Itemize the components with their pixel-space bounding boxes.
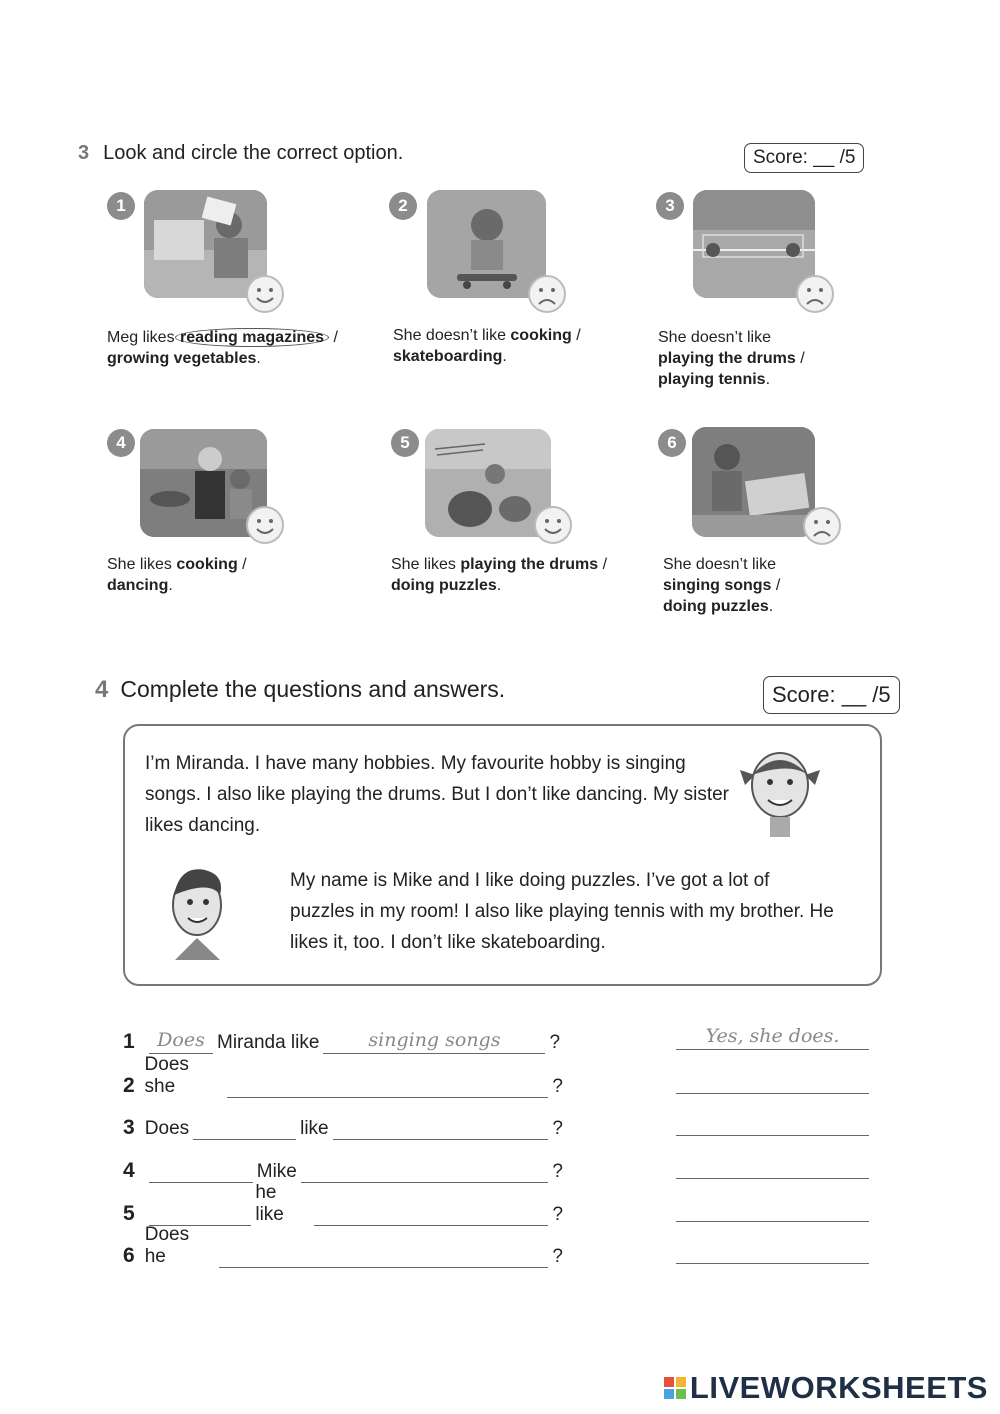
option[interactable]: singing songs [663, 577, 772, 594]
option[interactable]: playing the drums [658, 350, 796, 367]
option[interactable]: growing vegetables [107, 350, 257, 367]
short-answer-blank[interactable] [676, 1153, 869, 1179]
short-answer-blank[interactable]: Yes, she does. [676, 1024, 869, 1050]
option[interactable]: doing puzzles [391, 577, 497, 594]
option[interactable]: playing the drums [460, 556, 599, 573]
answer-blank[interactable] [314, 1200, 549, 1226]
item-number-badge: 4 [107, 429, 135, 457]
option[interactable]: doing puzzles [663, 598, 769, 615]
exercise-number: 3 [78, 142, 90, 164]
sad-face-icon [802, 506, 842, 546]
happy-face-icon [245, 274, 285, 314]
miranda-paragraph: I’m Miranda. I have many hobbies. My favourite hobby is singing songs. I also like playing the drums. But I don’t like dancing. My sister likes dancing. [145, 753, 729, 836]
exercise-title: Look and circle the correct option. [103, 142, 404, 164]
item-caption: She doesn’t like singing songs / doing puzzles. [663, 556, 781, 615]
item-number-badge: 1 [107, 192, 135, 220]
short-answer-blank[interactable] [676, 1110, 869, 1136]
item-number-badge: 2 [389, 192, 417, 220]
question-row-3: 3 Does like ? [123, 1116, 563, 1139]
sad-face-icon [527, 274, 567, 314]
exercise-4-header [95, 676, 505, 704]
answer-blank[interactable] [219, 1242, 549, 1268]
exercise-number: 4 [95, 676, 109, 703]
happy-face-icon [533, 505, 573, 545]
logo-mark-icon [664, 1377, 686, 1399]
option[interactable]: playing tennis [658, 371, 766, 388]
short-answer-blank[interactable] [676, 1196, 869, 1222]
item-number-badge: 3 [656, 192, 684, 220]
answer-blank[interactable]: Does [149, 1028, 213, 1054]
short-answer-blank[interactable] [676, 1068, 869, 1094]
exercise-3-header [78, 142, 403, 165]
option[interactable]: cooking [510, 327, 572, 344]
mike-portrait [160, 860, 235, 965]
item-caption: Meg likes reading magazines / growing vegetables. [107, 329, 338, 367]
answer-blank[interactable]: singing songs [323, 1028, 545, 1054]
option[interactable]: skateboarding [393, 348, 503, 365]
answer-blank[interactable] [193, 1114, 296, 1140]
liveworksheets-logo[interactable] [664, 1370, 988, 1406]
item-number-badge: 5 [391, 429, 419, 457]
score-box: Score: __ /5 [763, 676, 900, 714]
answer-blank[interactable] [149, 1200, 252, 1226]
item-caption: She doesn’t like playing the drums / playing tennis. [658, 329, 805, 388]
logo-text: LIVEWORKSHEETS [689, 1370, 988, 1405]
item-caption: She likes playing the drums / doing puzzles. [391, 556, 608, 594]
question-row-2: 2 Does she ? [123, 1054, 563, 1097]
question-row-5: 5 he like ? [123, 1182, 564, 1225]
item-caption: She doesn’t like cooking / skateboarding. [393, 327, 581, 365]
short-answer-blank[interactable] [676, 1238, 869, 1264]
mike-paragraph: My name is Mike and I like doing puzzles. I’ve got a lot of puzzles in my room! I also like playing tennis with my brother. He likes it, too. I don’t like skateboarding. [290, 870, 834, 953]
item-number-badge: 6 [658, 429, 686, 457]
question-row-1: 1 Does Miranda like singing songs ? [123, 1029, 561, 1053]
option[interactable]: cooking [176, 556, 238, 573]
illustration-puzzles [692, 427, 815, 537]
answer-blank[interactable] [333, 1114, 549, 1140]
answer-blank[interactable] [301, 1157, 549, 1183]
option[interactable]: dancing [107, 577, 169, 594]
sad-face-icon [795, 274, 835, 314]
item-caption: She likes cooking / dancing. [107, 556, 247, 594]
miranda-portrait [730, 740, 830, 840]
answer-blank[interactable] [149, 1157, 253, 1183]
question-row-6: 6 Does he ? [123, 1224, 563, 1267]
score-box: Score: __ /5 [744, 143, 864, 173]
circled-option[interactable]: reading magazines [175, 328, 329, 347]
question-row-4: 4 Mike ? [123, 1159, 563, 1182]
happy-face-icon [245, 505, 285, 545]
exercise-title: Complete the questions and answers. [120, 676, 506, 702]
answer-blank[interactable] [227, 1072, 548, 1098]
